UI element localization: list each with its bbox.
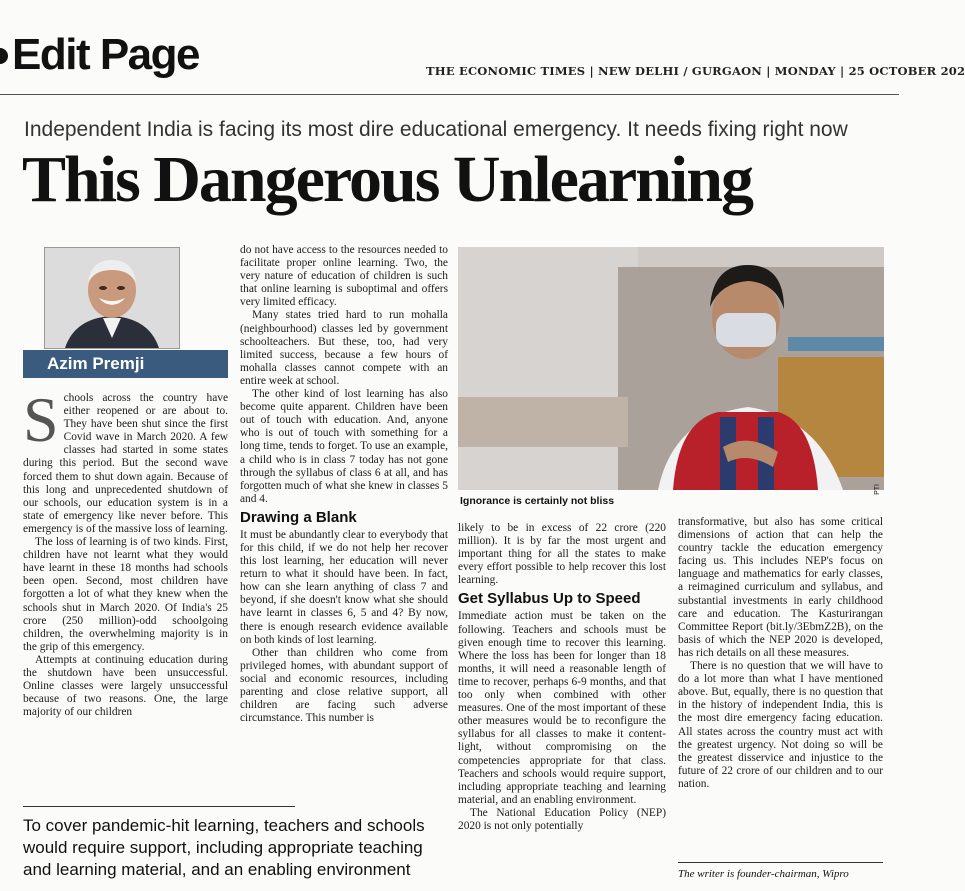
paragraph: likely to be in excess of 22 crore (220 million). It is by far the most urgent and important thing for all the states to make every effort possible to help recover this lost learning.	[458, 522, 666, 587]
subheading: Drawing a Blank	[240, 508, 357, 526]
article-headline: This Dangerous Unlearning	[22, 143, 752, 216]
pullquote-divider	[23, 806, 295, 807]
writer-note: The writer is founder-chairman, Wipro	[678, 868, 849, 880]
subheading: Get Syllabus Up to Speed	[458, 590, 641, 608]
photo-caption: Ignorance is certainly not bliss	[460, 495, 615, 507]
paragraph: The loss of learning is of two kinds. First, children have not learnt what they would have learnt in these 18 months had schools been open. Second, most children have forgotten a lot of what they knew when the schools shut in March 2020. Of India's 25 crore (250 million)-odd schoolgoing children, the overwhelming majority is in the grip of this emergency.	[23, 536, 228, 653]
article-kicker: Independent India is facing its most dire educational emergency. It needs fixing right now	[24, 118, 848, 141]
paragraph: There is no question that we will have to do a lot more than what I have mentioned above. But, equally, there is no question that in the history of independent India, this is the most dire emergency facing education. All states across the country must act with the greatest urgency. Not doing so will be the greatest disservice and injustice to the future of 22 crore of our children and to our nation.	[678, 660, 883, 790]
article-column-3	[458, 522, 666, 833]
section-title: Edit Page	[12, 30, 199, 79]
girl-with-mask-photo-illustration	[458, 247, 884, 490]
header-divider	[0, 94, 899, 95]
paragraph: Immediate action must be taken on the following. Teachers and schools must be given enough time to recover this learning. Where the loss has been for longer than 18 months, it will need a reasonable length of time to recover, perhaps 6-9 months, and that too only when combined with other measures. One of the most important of these other measures would be to reconfigure the syllabus for all classes to make it content-light, without compromising on the competencies appropriate for that class. Teachers and schools would require support, including appropriate teaching and learning material, and an enabling environment.	[458, 610, 666, 806]
paragraph: Attempts at continuing education during the shutdown have been unsuccessful. Online classes were largely unsuccessful because of two reasons. One, the large majority of our children	[23, 653, 228, 719]
author-portrait-illustration	[45, 248, 179, 348]
news-photo	[458, 247, 884, 495]
paragraph: chools across the country have either reopened or are about to. They have been shut since the first Covid wave in March 2020. A few classes had started in some states during this period. But the second wave forced them to shut down again. Because of this long and unprecedented shutdown of our schools, our education system is in a state of emergency like never before. This emergency is of the massive loss of learning.	[23, 392, 228, 535]
paragraph: The other kind of lost learning has also become quite apparent. Children have been out of touch with education. And, anyone who is out of touch with something for a long time, tends to forget. To use an example, a child who is in class 7 today has not gone through the syllabus of class 6 at all, and has forgotten much of what she knew in classes 5 and 4.	[240, 388, 448, 505]
photo-credit: PTI	[874, 484, 881, 495]
masthead: THE ECONOMIC TIMES | NEW DELHI / GURGAON | MONDAY | 25 OCTOBER 202	[426, 64, 965, 78]
drop-cap: S	[23, 384, 59, 455]
paragraph: do not have access to the resources needed to facilitate proper online learning. Two, the very nature of education of children is such that online learning is suboptimal and offers very limited efficacy.	[240, 244, 448, 309]
pullquote: To cover pandemic-hit learning, teachers and schools would require support, including appropriate teaching and learning material, and an enabling environment	[23, 816, 425, 879]
article-column-1	[23, 384, 228, 719]
paragraph: Other than children who come from privileged homes, with abundant support of social and economic resources, including parenting and close relative support, all children are facing such adverse circumstance. This number is	[240, 646, 448, 725]
paragraph: The National Education Policy (NEP) 2020 is not only potentially	[458, 806, 666, 832]
article-column-2	[240, 244, 448, 725]
section-bullet-icon	[0, 48, 8, 64]
paragraph: transformative, but also has some critical dimensions of action that can help the country tackle the education emergency facing us. This includes NEP's focus on language and mathematics for early classes, a reimagined curriculum and syllabus, and substantial investments in early childhood care and education. The Kasturirangan Committee Report (bit.ly/3EbmZ2B), on the basis of which the NEP 2020 is developed, has rich details on all these measures.	[678, 516, 883, 659]
paragraph: It must be abundantly clear to everybody that for this child, if we do not help her recover this lost learning, her education will never return to what it should have been. In fact, how can she learn anything of class 7 and beyond, if she doesn't know what she should have learnt in classes 6, 5 and 4? By now, there is enough research evidence available on both kinds of lost learning.	[240, 528, 448, 646]
author-portrait	[44, 247, 180, 349]
paragraph: Many states tried hard to run mohalla (neighbourhood) classes led by government schoolteachers. But these, too, had very limited success, because a few hours of mohalla classes cannot compete with an entire week at school.	[240, 309, 448, 387]
writer-note-divider	[678, 862, 883, 863]
article-column-4	[678, 516, 883, 791]
author-name: Azim Premji	[23, 350, 228, 378]
